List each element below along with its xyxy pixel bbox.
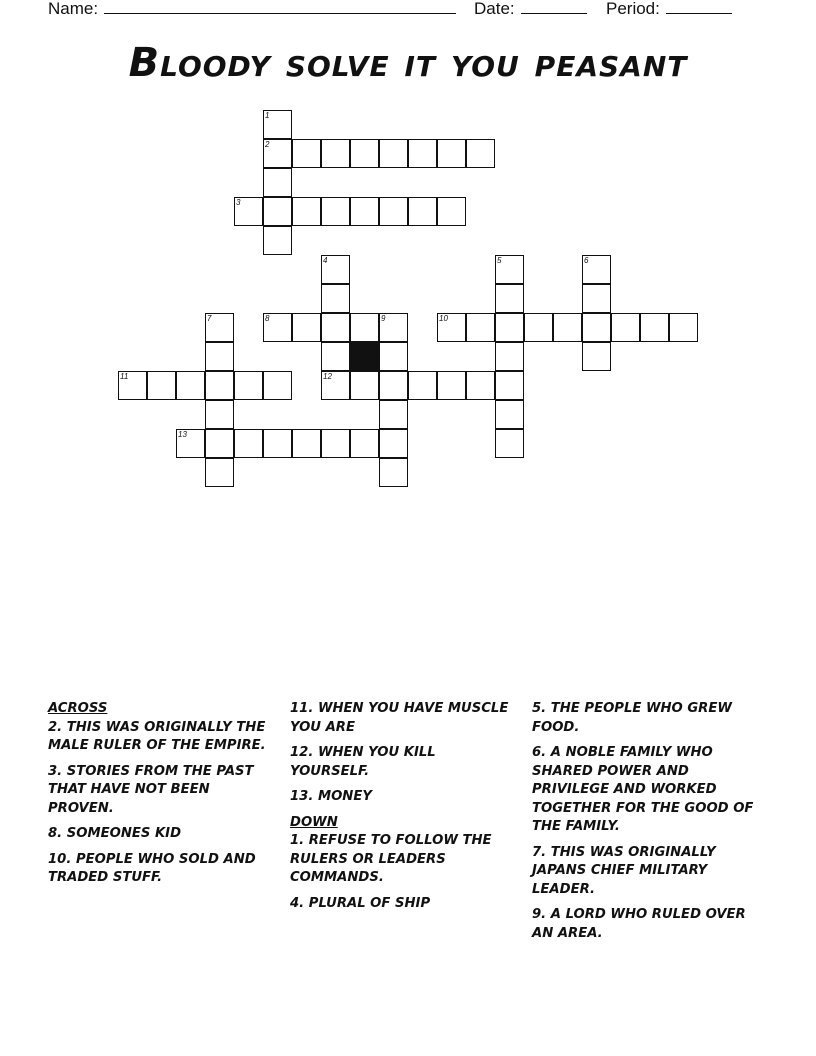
crossword-cell[interactable]: [205, 313, 234, 342]
crossword-cell[interactable]: [379, 371, 408, 400]
clue-number: 13: [178, 430, 187, 439]
crossword-cell[interactable]: [379, 197, 408, 226]
clue-number: 5: [497, 256, 502, 265]
crossword-cell[interactable]: [147, 371, 176, 400]
crossword-cell[interactable]: [205, 342, 234, 371]
black-square: [350, 342, 379, 371]
crossword-cell[interactable]: [350, 429, 379, 458]
crossword-cell[interactable]: [408, 139, 437, 168]
clue-text: 4. PLURAL OF SHIP: [290, 895, 431, 911]
clue-number: 8: [265, 314, 270, 323]
period-label: Period:: [606, 0, 660, 18]
crossword-cell[interactable]: [611, 313, 640, 342]
crossword-cell[interactable]: [553, 313, 582, 342]
clue-number: 7: [207, 314, 212, 323]
crossword-cell[interactable]: [466, 371, 495, 400]
crossword-cell[interactable]: [292, 139, 321, 168]
clue-text: 12. WHEN YOU KILL YOURSELF.: [290, 745, 436, 779]
crossword-cell[interactable]: [263, 197, 292, 226]
crossword-grid: [0, 0, 816, 520]
crossword-cell[interactable]: [234, 429, 263, 458]
crossword-cell[interactable]: [350, 197, 379, 226]
crossword-cell[interactable]: [582, 342, 611, 371]
clue-number: 4: [323, 256, 328, 265]
clue-text: 1. REFUSE TO FOLLOW THE RULERS OR LEADERS COMMANDS.: [290, 833, 492, 885]
crossword-cell[interactable]: [379, 400, 408, 429]
clue-column-2: [290, 700, 515, 920]
crossword-cell[interactable]: [524, 313, 553, 342]
crossword-cell[interactable]: [205, 400, 234, 429]
crossword-cell[interactable]: [437, 313, 466, 342]
clue-number: 10: [439, 314, 448, 323]
crossword-cell[interactable]: [234, 371, 263, 400]
crossword-cell[interactable]: [263, 110, 292, 139]
clue-number: 2: [265, 140, 270, 149]
crossword-cell[interactable]: [263, 313, 292, 342]
clue-text: 3. STORIES FROM THE PAST THAT HAVE NOT BEEN PROVEN.: [48, 763, 254, 816]
crossword-cell[interactable]: [176, 429, 205, 458]
crossword-cell[interactable]: [263, 429, 292, 458]
crossword-cell[interactable]: [582, 313, 611, 342]
crossword-cell[interactable]: [321, 139, 350, 168]
crossword-cell[interactable]: [321, 255, 350, 284]
crossword-cell[interactable]: [321, 429, 350, 458]
clue-number: 11: [120, 372, 129, 381]
crossword-cell[interactable]: [437, 139, 466, 168]
crossword-cell[interactable]: [379, 458, 408, 487]
crossword-cell[interactable]: [466, 313, 495, 342]
crossword-cell[interactable]: [321, 342, 350, 371]
crossword-cell[interactable]: [582, 255, 611, 284]
crossword-cell[interactable]: [205, 371, 234, 400]
clue-text: 8. SOMEONES KID: [48, 826, 182, 841]
crossword-cell[interactable]: [350, 139, 379, 168]
date-label: Date:: [474, 0, 515, 18]
crossword-cell[interactable]: [408, 371, 437, 400]
clue-number: 9: [381, 314, 386, 323]
clue-heading-across: ACROSS: [48, 701, 108, 716]
clue-text: 6. A NOBLE FAMILY WHO SHARED POWER AND PRIVILEGE AND WORKED TOGETHER FOR THE GOOD OF THE FAMILY.: [532, 745, 754, 834]
crossword-cell[interactable]: [321, 313, 350, 342]
crossword-cell[interactable]: [408, 197, 437, 226]
crossword-cell[interactable]: [437, 197, 466, 226]
page-title: Bloody solve it you peasant: [128, 40, 688, 86]
crossword-cell[interactable]: [495, 371, 524, 400]
crossword-cell[interactable]: [350, 371, 379, 400]
crossword-cell[interactable]: [118, 371, 147, 400]
crossword-cell[interactable]: [379, 313, 408, 342]
crossword-cell[interactable]: [495, 313, 524, 342]
crossword-cell[interactable]: [292, 197, 321, 226]
crossword-cell[interactable]: [350, 313, 379, 342]
crossword-cell[interactable]: [379, 139, 408, 168]
clue-number: 3: [236, 198, 241, 207]
crossword-cell[interactable]: [321, 284, 350, 313]
clue-column-1: [48, 700, 273, 895]
clue-text: 7. THIS WAS ORIGINALLY JAPANS CHIEF MILITARY LEADER.: [532, 844, 716, 897]
crossword-cell[interactable]: [582, 284, 611, 313]
clue-number: 1: [265, 111, 270, 120]
crossword-cell[interactable]: [263, 226, 292, 255]
crossword-cell[interactable]: [176, 371, 205, 400]
crossword-cell[interactable]: [292, 313, 321, 342]
name-label: Name:: [48, 0, 99, 18]
clue-text: 13. MONEY: [290, 789, 372, 804]
crossword-cell[interactable]: [321, 197, 350, 226]
crossword-cell[interactable]: [669, 313, 698, 342]
crossword-cell[interactable]: [495, 429, 524, 458]
crossword-cell[interactable]: [640, 313, 669, 342]
clue-text: 5. THE PEOPLE WHO GREW FOOD.: [532, 701, 732, 735]
crossword-cell[interactable]: [437, 371, 466, 400]
crossword-cell[interactable]: [495, 255, 524, 284]
clue-number: 12: [323, 372, 332, 381]
clue-text: 11. WHEN YOU HAVE MUSCLE YOU ARE: [290, 701, 509, 735]
crossword-cell[interactable]: [205, 458, 234, 487]
crossword-cell[interactable]: [263, 371, 292, 400]
crossword-cell[interactable]: [263, 139, 292, 168]
clue-text: 9. A LORD WHO RULED OVER AN AREA.: [532, 907, 746, 941]
crossword-cell[interactable]: [379, 429, 408, 458]
crossword-cell[interactable]: [495, 284, 524, 313]
crossword-cell[interactable]: [292, 429, 321, 458]
clue-column-3: [532, 700, 757, 950]
clue-text: 2. THIS WAS ORIGINALLY THE MALE RULER OF THE EMPIRE.: [48, 719, 266, 753]
crossword-cell[interactable]: [495, 342, 524, 371]
crossword-cell[interactable]: [495, 400, 524, 429]
crossword-cell[interactable]: [466, 139, 495, 168]
clue-text: 10. PEOPLE WHO SOLD AND TRADED STUFF.: [48, 851, 256, 885]
clue-heading-down: DOWN: [290, 814, 338, 830]
crossword-cell[interactable]: [321, 371, 350, 400]
crossword-cell[interactable]: [263, 168, 292, 197]
crossword-cell[interactable]: [205, 429, 234, 458]
crossword-cell[interactable]: [234, 197, 263, 226]
clue-number: 6: [584, 256, 589, 265]
crossword-cell[interactable]: [379, 342, 408, 371]
